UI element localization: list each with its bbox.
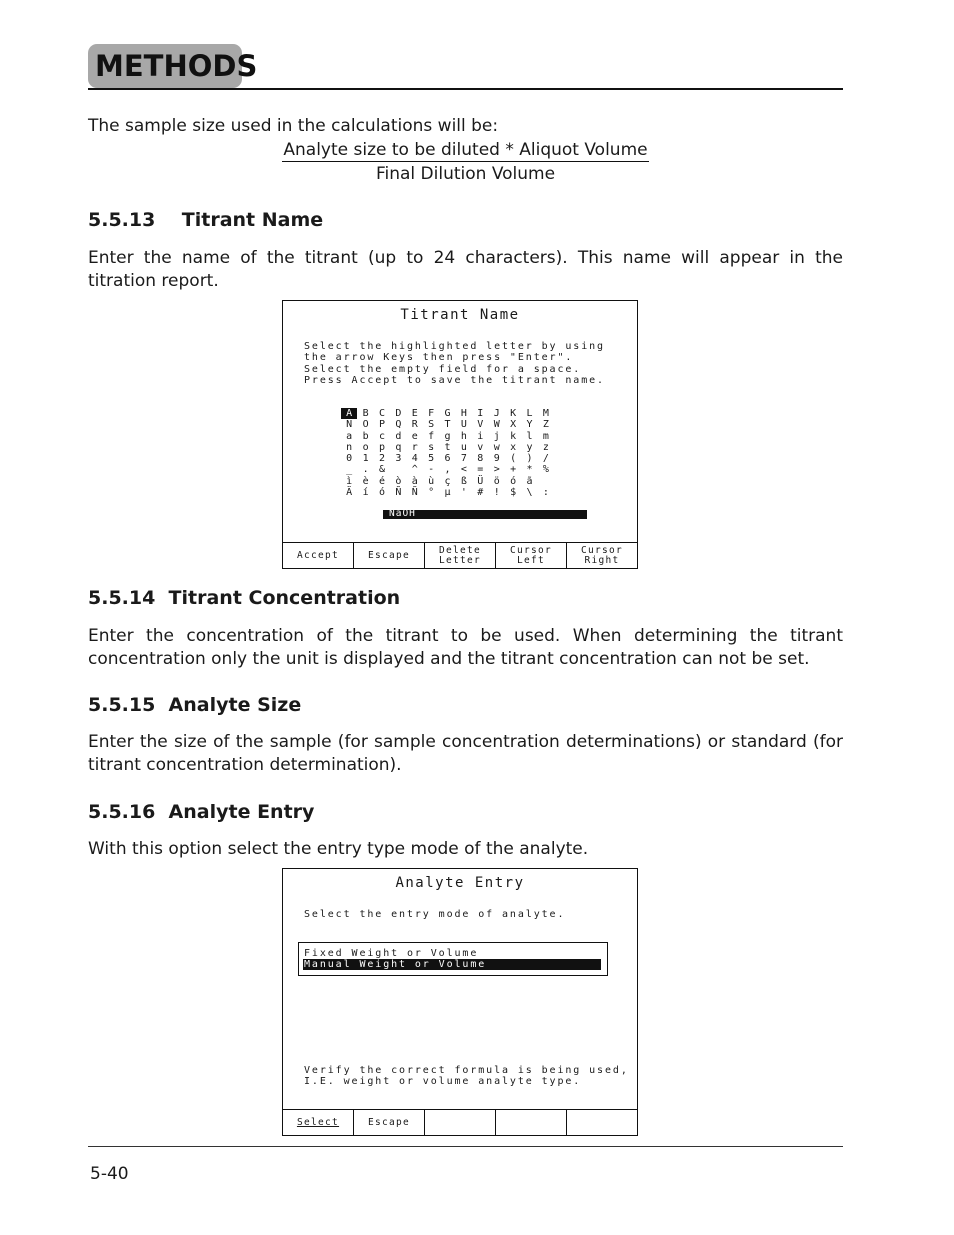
char-cell[interactable]: F	[428, 408, 435, 419]
cursor-right-softkey[interactable]: Cursor Right	[580, 544, 624, 566]
char-cell[interactable]: P	[378, 419, 385, 431]
char-cell[interactable]: w	[493, 441, 500, 453]
blank-softkey[interactable]	[496, 1110, 567, 1135]
char-cell[interactable]: A	[341, 408, 357, 419]
char-cell[interactable]: )	[526, 453, 533, 465]
char-cell[interactable]: X	[510, 419, 517, 431]
char-cell[interactable]: L	[526, 408, 533, 419]
char-cell[interactable]: y	[526, 441, 533, 453]
escape-softkey[interactable]: Escape	[354, 543, 425, 568]
char-cell[interactable]: e	[411, 430, 418, 442]
char-cell[interactable]: ^	[411, 464, 418, 476]
char-cell[interactable]: W	[493, 419, 500, 431]
char-cell[interactable]: >	[493, 464, 500, 476]
char-cell[interactable]: Ñ	[411, 487, 418, 499]
char-cell[interactable]: T	[444, 419, 451, 431]
char-cell[interactable]: Ü	[477, 475, 484, 487]
char-cell[interactable]: 0	[346, 453, 353, 465]
titrant-name-screen	[282, 300, 638, 569]
section-heading-analyte-entry: 5.5.16 Analyte Entry	[88, 801, 315, 823]
softkey-bar	[283, 1109, 637, 1135]
char-cell[interactable]: é	[378, 475, 385, 487]
char-cell[interactable]: ã	[526, 475, 533, 487]
char-cell[interactable]: %	[542, 464, 549, 476]
section-body-titrant-name: Enter the name of the titrant (up to 24 characters). This name will appear in the titration report.	[88, 248, 843, 291]
char-cell[interactable]: a	[346, 430, 353, 442]
delete-letter-softkey[interactable]: Delete Letter	[425, 543, 496, 568]
char-cell[interactable]: +	[510, 464, 517, 476]
char-cell[interactable]: l	[526, 430, 533, 442]
char-cell[interactable]: c	[378, 430, 385, 442]
char-cell[interactable]: ì	[346, 475, 353, 487]
char-cell[interactable]: z	[542, 441, 549, 453]
char-cell[interactable]: K	[510, 408, 517, 419]
character-grid[interactable]	[341, 408, 554, 498]
char-cell[interactable]: t	[444, 441, 451, 453]
char-cell[interactable]: R	[411, 419, 418, 431]
char-cell[interactable]: 4	[411, 453, 418, 465]
select-softkey[interactable]: Select	[283, 1110, 354, 1135]
char-cell[interactable]: b	[362, 430, 369, 442]
blank-softkey[interactable]	[425, 1110, 496, 1135]
char-cell[interactable]: G	[444, 408, 451, 419]
char-cell[interactable]: u	[460, 441, 467, 453]
char-cell[interactable]: °	[428, 487, 435, 499]
char-cell[interactable]: M	[542, 408, 549, 419]
char-cell[interactable]: &	[378, 464, 385, 476]
char-cell[interactable]	[538, 476, 554, 487]
char-cell[interactable]: (	[510, 453, 517, 465]
section-badge: METHODS	[88, 44, 242, 88]
option-manual-weight[interactable]: Manual Weight or Volume	[303, 959, 601, 970]
option-fixed-weight[interactable]: Fixed Weight or Volume	[304, 948, 479, 959]
screen-title: Titrant Name	[400, 307, 520, 323]
char-cell[interactable]: !	[493, 487, 500, 499]
char-cell[interactable]: 2	[378, 453, 385, 465]
char-cell[interactable]: g	[444, 430, 451, 442]
char-cell[interactable]: ,	[444, 464, 451, 476]
char-cell[interactable]: E	[411, 408, 418, 419]
screen-title: Analyte Entry	[395, 875, 525, 891]
char-cell[interactable]: 1	[362, 453, 369, 465]
char-cell[interactable]: d	[395, 430, 402, 442]
char-cell[interactable]: í	[362, 487, 369, 499]
char-cell[interactable]: N	[346, 419, 353, 431]
char-cell[interactable]: '	[460, 487, 467, 499]
char-cell[interactable]: .	[362, 464, 369, 476]
char-cell[interactable]: Z	[542, 419, 549, 431]
blank-softkey[interactable]	[567, 1110, 637, 1135]
char-cell[interactable]: \	[526, 487, 533, 499]
char-cell[interactable]: B	[362, 408, 369, 419]
char-cell[interactable]: Ñ	[395, 487, 402, 499]
section-heading-titrant-name: 5.5.13 Titrant Name	[88, 209, 324, 231]
char-cell[interactable]: ó	[510, 475, 517, 487]
char-cell[interactable]: V	[477, 419, 484, 431]
char-cell[interactable]: _	[346, 464, 353, 476]
footer-rule	[88, 1146, 843, 1147]
screen-footer-note: Verify the correct formula is being used, I.E. weight or volume analyte type.	[304, 1065, 629, 1088]
char-cell[interactable]: 8	[477, 453, 484, 465]
char-cell[interactable]: 9	[493, 453, 500, 465]
escape-softkey[interactable]: Escape	[354, 1110, 425, 1135]
char-cell[interactable]: =	[477, 464, 484, 476]
name-entry-value: NaOH	[389, 508, 416, 519]
char-cell[interactable]: #	[477, 487, 484, 499]
char-cell[interactable]: r	[411, 441, 418, 453]
char-cell[interactable]: v	[477, 441, 484, 453]
char-cell[interactable]: j	[493, 430, 500, 442]
section-body-titrant-concentration: Enter the concentration of the titrant to be used. When determining the titrant concentration only the unit is displayed and the titrant concentration can not be set.	[88, 626, 843, 669]
page-number: 5-40	[90, 1164, 129, 1184]
char-cell[interactable]: p	[378, 441, 385, 453]
screen-instructions: Select the highlighted letter by using the arrow Keys then press "Enter". Select the empty field for a space. Press Accept to save the titrant name.	[304, 341, 605, 386]
accept-softkey[interactable]: Accept	[283, 543, 354, 568]
entry-mode-list	[298, 942, 608, 976]
char-cell[interactable]: J	[493, 408, 500, 419]
section-body-analyte-size: Enter the size of the sample (for sample concentration determinations) or standard (for titrant concentration determination).	[88, 732, 843, 775]
char-cell[interactable]: 3	[395, 453, 402, 465]
formula-denominator: Final Dilution Volume	[375, 164, 556, 184]
char-cell[interactable]: O	[362, 419, 369, 431]
char-cell[interactable]: Q	[395, 419, 402, 431]
char-cell[interactable]: D	[395, 408, 402, 419]
char-cell[interactable]: o	[362, 441, 369, 453]
section-heading-titrant-concentration: 5.5.14 Titrant Concentration	[88, 587, 401, 609]
section-heading-analyte-size: 5.5.15 Analyte Size	[88, 694, 302, 716]
char-cell[interactable]: Ä	[346, 487, 353, 499]
char-cell[interactable]: S	[428, 419, 435, 431]
softkey-bar	[283, 542, 637, 568]
char-cell[interactable]: :	[542, 487, 549, 499]
char-cell[interactable]: I	[477, 408, 484, 419]
char-cell[interactable]: 7	[460, 453, 467, 465]
char-cell[interactable]: ó	[378, 487, 385, 499]
analyte-entry-screen	[282, 868, 638, 1136]
section-body-analyte-entry: With this option select the entry type mode of the analyte.	[88, 839, 589, 859]
char-cell[interactable]: è	[362, 475, 369, 487]
char-cell[interactable]	[390, 464, 406, 475]
char-cell[interactable]: k	[510, 430, 517, 442]
char-cell[interactable]: ò	[395, 475, 402, 487]
char-cell[interactable]: *	[526, 464, 533, 476]
char-cell[interactable]: q	[395, 441, 402, 453]
char-cell[interactable]: x	[510, 441, 517, 453]
char-cell[interactable]: U	[460, 419, 467, 431]
char-cell[interactable]: 5	[428, 453, 435, 465]
intro-text: The sample size used in the calculations will be:	[88, 116, 499, 136]
cursor-left-softkey[interactable]: Cursor Left	[496, 543, 567, 568]
header-rule	[88, 88, 843, 90]
char-cell[interactable]: m	[542, 430, 549, 442]
char-cell[interactable]: ß	[460, 475, 467, 487]
char-cell[interactable]: H	[460, 408, 467, 419]
char-cell[interactable]: à	[411, 475, 418, 487]
formula-numerator: Analyte size to be diluted * Aliquot Volume	[283, 140, 648, 160]
char-cell[interactable]: $	[510, 487, 517, 499]
char-cell[interactable]: <	[460, 464, 467, 476]
char-cell[interactable]: ù	[428, 475, 435, 487]
char-cell[interactable]: f	[428, 430, 435, 442]
char-cell[interactable]: C	[378, 408, 385, 419]
char-cell[interactable]: /	[542, 453, 549, 465]
char-cell[interactable]: µ	[444, 487, 451, 499]
char-cell[interactable]: 6	[444, 453, 451, 465]
char-cell[interactable]: n	[346, 441, 353, 453]
char-cell[interactable]: -	[428, 464, 435, 476]
char-cell[interactable]: ö	[493, 475, 500, 487]
char-cell[interactable]: s	[428, 441, 435, 453]
char-cell[interactable]: h	[460, 430, 467, 442]
char-cell[interactable]: i	[477, 430, 484, 442]
screen-prompt: Select the entry mode of analyte.	[304, 909, 566, 920]
char-cell[interactable]: Y	[526, 419, 533, 431]
char-cell[interactable]: ç	[444, 475, 451, 487]
